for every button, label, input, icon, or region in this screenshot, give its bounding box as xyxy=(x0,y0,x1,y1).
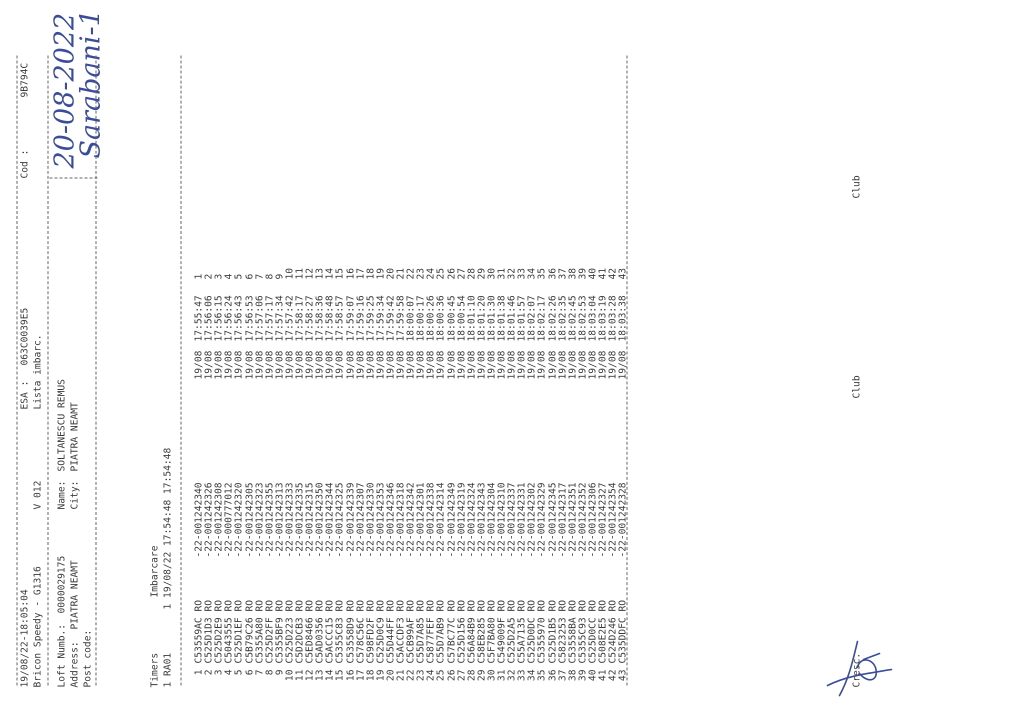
entry-seq: 16 xyxy=(345,267,356,280)
entry-date: 19/08 xyxy=(203,350,215,380)
entry-date: 19/08 xyxy=(254,350,266,380)
entry-chip: C525D1EF RO xyxy=(233,599,245,664)
entry-chip: C525D0CC RO xyxy=(587,599,599,664)
entry-number: 28 xyxy=(466,669,478,682)
imbarcare-label: Imbarcare xyxy=(149,545,161,598)
entry-date: 19/08 xyxy=(405,350,417,380)
entry-number: 35 xyxy=(536,669,548,682)
entry-time: 17:57:06 xyxy=(254,295,266,342)
entry-chip: C5355A80 RO xyxy=(254,599,266,664)
entry-number: 29 xyxy=(476,669,488,682)
entry-date: 19/08 xyxy=(213,350,225,380)
entry-seq: 26 xyxy=(446,267,457,280)
entry-date: 19/08 xyxy=(536,350,548,380)
entry-seq: 32 xyxy=(506,267,518,280)
entry-ring: -22-001242323 xyxy=(254,482,266,558)
owner-name: SOLTANESCU REMUS xyxy=(56,379,68,472)
address-label: Address: xyxy=(69,641,81,688)
entry-time: 18:02:53 xyxy=(577,295,589,342)
entry-time: 18:01:20 xyxy=(476,295,488,342)
entry-number: 42 xyxy=(607,669,619,682)
entry-number: 12 xyxy=(304,669,316,682)
entry-chip: C525D0DC RO xyxy=(526,599,538,664)
entry-seq: 35 xyxy=(536,267,548,280)
print-datetime: 19/08/22-18:05:04 xyxy=(19,589,31,688)
entry-seq: 20 xyxy=(385,267,397,280)
entry-time: 17:59:42 xyxy=(385,295,397,342)
entry-ring: -22-001242344 xyxy=(324,482,336,558)
entry-chip: C5ED8466 RO xyxy=(304,599,316,664)
entry-time: 18:02:07 xyxy=(526,295,538,342)
entry-chip: C5F7BA80 RO xyxy=(486,599,498,664)
entry-ring: -22-001242352 xyxy=(577,482,589,558)
entry-ring: -22-001242304 xyxy=(486,482,498,558)
entry-number: 11 xyxy=(294,669,306,682)
entry-time: 17:59:16 xyxy=(355,295,367,342)
cod-value: 9B794C xyxy=(19,62,31,98)
timer-times: 1 19/08/22 17:54:48 17:54:48 xyxy=(162,447,174,610)
entry-time: 18:02:17 xyxy=(536,295,548,342)
entry-seq: 2 xyxy=(203,273,215,280)
entry-seq: 13 xyxy=(314,267,326,280)
entry-time: 18:00:26 xyxy=(425,295,437,342)
entry-time: 17:59:34 xyxy=(375,295,387,342)
system-version: V 012 xyxy=(32,480,44,510)
entry-date: 19/08 xyxy=(415,350,427,380)
entry-seq: 29 xyxy=(476,267,488,280)
entry-time: 17:56:15 xyxy=(213,295,225,342)
entry-time: 17:56:06 xyxy=(203,295,215,342)
entry-number: 17 xyxy=(355,669,367,682)
entry-seq: 31 xyxy=(496,267,508,280)
entry-ring: -22-001242317 xyxy=(557,482,569,558)
entry-number: 1 xyxy=(193,669,205,676)
entry-ring: -22-001242315 xyxy=(304,482,316,558)
entry-number: 27 xyxy=(456,669,468,682)
entry-number: 10 xyxy=(284,669,296,682)
entry-date: 19/08 xyxy=(395,350,407,380)
entry-chip: C525D2A5 RO xyxy=(506,599,518,664)
entry-ring: -22-001242330 xyxy=(365,482,377,558)
address-value: PIATRA NEAMT xyxy=(69,560,81,630)
entry-time: 18:02:45 xyxy=(567,295,579,342)
entry-ring: -22-001242313 xyxy=(274,482,286,558)
entry-time: 18:02:35 xyxy=(557,295,569,342)
entry-date: 19/08 xyxy=(496,350,508,380)
entry-ring: -22-001242351 xyxy=(567,482,579,558)
entry-seq: 3 xyxy=(213,273,225,280)
entry-chip: C5355970 RO xyxy=(536,599,548,664)
entry-seq: 27 xyxy=(456,267,468,280)
entry-seq: 22 xyxy=(405,267,417,280)
list-title: Lista imbarc. xyxy=(32,334,44,410)
entry-number: 26 xyxy=(446,669,457,682)
entry-number: 14 xyxy=(324,669,336,682)
entry-chip: C5ACCC15 RO xyxy=(324,599,336,664)
entry-time: 17:59:25 xyxy=(365,295,377,342)
entry-date: 19/08 xyxy=(314,350,326,380)
entry-date: 19/08 xyxy=(557,350,569,380)
entry-chip: C58EB285 RO xyxy=(476,599,488,664)
entry-time: 18:00:07 xyxy=(405,295,417,342)
entry-ring: -22-001242306 xyxy=(587,482,599,558)
cresc-label: Cresc. xyxy=(851,652,863,688)
entry-number: 18 xyxy=(365,669,377,682)
entry-ring: -22-001242335 xyxy=(294,482,306,558)
entries-table xyxy=(0,1,1024,724)
entry-seq: 38 xyxy=(567,267,579,280)
entry-time: 18:01:30 xyxy=(486,295,498,342)
entry-time: 17:58:27 xyxy=(304,295,316,342)
entry-time: 18:03:04 xyxy=(587,295,599,342)
entry-ring: -22-001242329 xyxy=(536,482,548,558)
timer-id: 1 RA01 xyxy=(162,652,174,688)
entry-ring: -22-001242353 xyxy=(375,482,387,558)
entry-ring: -22-001242339 xyxy=(345,482,356,558)
entry-ring: -22-001242318 xyxy=(395,482,407,558)
entry-number: 39 xyxy=(577,669,589,682)
entry-number: 36 xyxy=(547,669,558,682)
entry-number: 8 xyxy=(264,669,276,676)
entry-seq: 21 xyxy=(395,267,407,280)
entry-date: 19/08 xyxy=(577,350,589,380)
entry-date: 19/08 xyxy=(456,350,468,380)
entry-ring: -22-001242354 xyxy=(607,482,619,558)
entry-number: 32 xyxy=(506,669,518,682)
city-value: PIATRA NEAMT xyxy=(69,402,81,472)
system-name: Bricon Speedy - G1316 xyxy=(32,566,44,688)
entry-number: 7 xyxy=(254,669,266,676)
entry-chip: C5355C83 RO xyxy=(334,599,346,664)
entry-ring: -22-001242328 xyxy=(617,482,629,558)
entry-ring: -22-001242346 xyxy=(385,482,397,558)
entry-date: 19/08 xyxy=(526,350,538,380)
cod-label: Cod : xyxy=(19,149,31,179)
entry-date: 19/08 xyxy=(304,350,316,380)
signature-mark xyxy=(820,634,900,704)
entry-seq: 39 xyxy=(577,267,589,280)
entry-time: 18:01:10 xyxy=(466,295,478,342)
name-label: Name: xyxy=(56,480,68,510)
entry-time: 18:02:26 xyxy=(547,295,558,342)
entry-seq: 23 xyxy=(415,267,427,280)
entry-ring: -22-001242308 xyxy=(213,482,225,558)
entry-date: 19/08 xyxy=(446,350,457,380)
entry-seq: 41 xyxy=(597,267,609,280)
entry-chip: C549009F RO xyxy=(496,599,508,664)
entry-date: 19/08 xyxy=(617,350,629,380)
entry-chip: C5B79C26 RO xyxy=(244,599,255,664)
entry-ring: -22-001242343 xyxy=(476,482,488,558)
entry-seq: 37 xyxy=(557,267,569,280)
club-label-1: Club xyxy=(851,375,863,399)
entry-date: 19/08 xyxy=(223,350,235,380)
entry-time: 18:03:19 xyxy=(597,295,609,342)
entry-time: 17:57:17 xyxy=(264,295,276,342)
entry-number: 9 xyxy=(274,669,286,676)
entry-date: 19/08 xyxy=(476,350,488,380)
entry-time: 17:56:43 xyxy=(233,295,245,342)
entry-number: 34 xyxy=(526,669,538,682)
entry-number: 15 xyxy=(334,669,346,682)
loft-number: 0000029175 xyxy=(56,555,68,614)
entry-ring: -22-001242337 xyxy=(506,482,518,558)
entry-time: 18:03:28 xyxy=(607,295,619,342)
entry-chip: C55D44FF RO xyxy=(385,599,397,664)
entry-ring: -22-001242307 xyxy=(355,482,367,558)
entry-chip: C5043555 RO xyxy=(223,599,235,664)
entry-date: 19/08 xyxy=(547,350,558,380)
entry-seq: 25 xyxy=(435,267,447,280)
entry-date: 19/08 xyxy=(375,350,387,380)
handwritten-place: Sarabani-1 xyxy=(75,9,107,159)
entry-date: 19/08 xyxy=(244,350,255,380)
entry-chip: C524D246 RO xyxy=(607,599,619,664)
entry-time: 18:03:38 xyxy=(617,295,629,342)
esa-value: 063C0039E5 xyxy=(19,307,31,366)
entry-seq: 28 xyxy=(466,267,478,280)
entry-number: 30 xyxy=(486,669,498,682)
entry-ring: -22-001242327 xyxy=(597,482,609,558)
esa-label: ESA : xyxy=(19,380,31,410)
entry-seq: 4 xyxy=(223,273,235,280)
entry-seq: 34 xyxy=(526,267,538,280)
post-code-label: Post code: xyxy=(82,629,94,688)
entry-chip: C525D223 RO xyxy=(284,599,296,664)
entry-seq: 5 xyxy=(233,273,245,280)
entry-date: 19/08 xyxy=(274,350,286,380)
entry-date: 19/08 xyxy=(365,350,377,380)
entry-number: 19 xyxy=(375,669,387,682)
entry-date: 19/08 xyxy=(284,350,296,380)
entry-chip: C5CB99AF RO xyxy=(405,599,417,664)
entry-number: 25 xyxy=(435,669,447,682)
entry-time: 17:59:58 xyxy=(395,295,407,342)
entry-chip: C525D2E9 RO xyxy=(213,599,225,664)
entry-seq: 1 xyxy=(193,273,205,280)
entry-ring: -22-001242319 xyxy=(456,482,468,558)
entry-ring: -22-001242331 xyxy=(516,482,528,558)
entry-seq: 9 xyxy=(274,273,286,280)
entry-chip: C525D0C9 RO xyxy=(375,599,387,664)
entry-ring: -22-001242345 xyxy=(547,482,558,558)
entry-chip: C525D2FF RO xyxy=(264,599,276,664)
entry-chip: C525D1D3 RO xyxy=(203,599,215,664)
entry-ring: -22-001242325 xyxy=(334,482,346,558)
entry-ring: -22-001242314 xyxy=(435,482,447,558)
entry-date: 19/08 xyxy=(516,350,528,380)
entry-number: 20 xyxy=(385,669,397,682)
entry-chip: C53559AC RO xyxy=(193,599,205,664)
entry-seq: 18 xyxy=(365,267,377,280)
entry-chip: C5823253 RO xyxy=(557,599,569,664)
entry-seq: 24 xyxy=(425,267,437,280)
entry-seq: 10 xyxy=(284,267,296,280)
entry-seq: 43 xyxy=(617,267,629,280)
entry-ring: -22-001242320 xyxy=(233,482,245,558)
city-label: City: xyxy=(69,480,81,510)
entry-number: 2 xyxy=(203,669,215,676)
timers-title: Timers xyxy=(149,652,161,688)
entry-ring: -22-001242340 xyxy=(193,482,205,558)
entry-chip: C55D7AB9 RO xyxy=(435,599,447,664)
entry-date: 19/08 xyxy=(324,350,336,380)
entry-date: 19/08 xyxy=(334,350,346,380)
entry-ring: -22-001242349 xyxy=(446,482,457,558)
entry-ring: -22-001242338 xyxy=(425,482,437,558)
entry-seq: 14 xyxy=(324,267,336,280)
entry-chip: C5ACCDF3 RO xyxy=(395,599,407,664)
entry-date: 19/08 xyxy=(597,350,609,380)
entry-number: 21 xyxy=(395,669,407,682)
entry-number: 43 xyxy=(617,669,629,682)
entry-number: 33 xyxy=(516,669,528,682)
entry-seq: 8 xyxy=(264,273,276,280)
entry-time: 18:01:57 xyxy=(516,295,528,342)
entry-seq: 36 xyxy=(547,267,558,280)
entry-time: 18:00:45 xyxy=(446,295,457,342)
entry-date: 19/08 xyxy=(587,350,599,380)
entry-ring: -22-001242310 xyxy=(496,482,508,558)
entry-number: 23 xyxy=(415,669,427,682)
entry-ring: -22-001242342 xyxy=(405,482,417,558)
entry-chip: C53558D9 RO xyxy=(345,599,356,664)
entry-date: 19/08 xyxy=(345,350,356,380)
entry-time: 18:00:17 xyxy=(415,295,427,342)
entry-number: 3 xyxy=(213,669,225,676)
entry-time: 17:56:53 xyxy=(244,295,255,342)
entry-chip: C53558BA RO xyxy=(567,599,579,664)
entry-seq: 30 xyxy=(486,267,498,280)
table-bottom-divider xyxy=(627,56,628,686)
entry-time: 17:58:36 xyxy=(314,295,326,342)
entry-date: 19/08 xyxy=(435,350,447,380)
entry-time: 17:57:34 xyxy=(274,295,286,342)
entry-date: 19/08 xyxy=(294,350,306,380)
entry-seq: 40 xyxy=(587,267,599,280)
entry-seq: 42 xyxy=(607,267,619,280)
entry-number: 40 xyxy=(587,669,599,682)
club-label-2: Club xyxy=(851,175,863,199)
entry-ring: -22-001242326 xyxy=(203,482,215,558)
entry-seq: 12 xyxy=(304,267,316,280)
entry-number: 37 xyxy=(557,669,569,682)
entry-number: 5 xyxy=(233,669,245,676)
entry-date: 19/08 xyxy=(233,350,245,380)
entry-number: 13 xyxy=(314,669,326,682)
entry-seq: 33 xyxy=(516,267,528,280)
entry-chip: C578C56C RO xyxy=(355,599,367,664)
entry-chip: C525D156 RO xyxy=(456,599,468,664)
entry-chip: C508E2E5 RO xyxy=(597,599,609,664)
entry-time: 17:58:57 xyxy=(334,295,346,342)
entry-number: 24 xyxy=(425,669,437,682)
entry-time: 18:00:54 xyxy=(456,295,468,342)
entry-ring: -22-001242302 xyxy=(526,482,538,558)
entry-time: 17:58:17 xyxy=(294,295,306,342)
entry-number: 6 xyxy=(244,669,255,676)
entry-date: 19/08 xyxy=(264,350,276,380)
entry-chip: C535DDFC RO xyxy=(617,599,629,664)
entry-ring: -22-001242333 xyxy=(284,482,296,558)
entry-chip: C5D2DCB3 RO xyxy=(294,599,306,664)
entry-time: 17:59:07 xyxy=(345,295,356,342)
entry-chip: C55D7A85 RO xyxy=(415,599,427,664)
entry-date: 19/08 xyxy=(385,350,397,380)
entry-ring: -22-001242324 xyxy=(466,482,478,558)
entry-ring: -22-001242301 xyxy=(415,482,427,558)
entry-seq: 19 xyxy=(375,267,387,280)
entry-time: 17:58:48 xyxy=(324,295,336,342)
entry-number: 4 xyxy=(223,669,235,676)
entry-date: 19/08 xyxy=(193,350,205,380)
entry-seq: 17 xyxy=(355,267,367,280)
entry-chip: C55A7135 RO xyxy=(516,599,528,664)
entry-chip: C5AD0356 RO xyxy=(314,599,326,664)
entry-seq: 11 xyxy=(294,267,306,280)
entry-date: 19/08 xyxy=(506,350,518,380)
entry-ring: -22-001242305 xyxy=(244,482,255,558)
entry-number: 31 xyxy=(496,669,508,682)
entry-date: 19/08 xyxy=(466,350,478,380)
loft-number-label: Loft Numb.: xyxy=(56,623,68,688)
handwritten-date: 20-08-2022 xyxy=(49,12,81,169)
entry-date: 19/08 xyxy=(486,350,498,380)
entry-time: 17:57:42 xyxy=(284,295,296,342)
entry-ring: -22-001242355 xyxy=(264,482,276,558)
entry-time: 18:01:46 xyxy=(506,295,518,342)
entry-date: 19/08 xyxy=(607,350,619,380)
entry-seq: 15 xyxy=(334,267,346,280)
entry-date: 19/08 xyxy=(567,350,579,380)
entry-seq: 6 xyxy=(244,273,255,280)
entry-chip: C57BC77C RO xyxy=(446,599,457,664)
entry-number: 22 xyxy=(405,669,417,682)
entry-time: 17:56:24 xyxy=(223,295,235,342)
entry-chip: C56A84B9 RO xyxy=(466,599,478,664)
entry-ring: -22-001242350 xyxy=(314,482,326,558)
entry-date: 19/08 xyxy=(425,350,437,380)
entry-chip: C5877FEF RO xyxy=(425,599,437,664)
entry-seq: 7 xyxy=(254,273,266,280)
entry-chip: C598FD2F RO xyxy=(365,599,377,664)
entry-time: 18:00:36 xyxy=(435,295,447,342)
entry-number: 16 xyxy=(345,669,356,682)
entry-chip: C5355BF9 RO xyxy=(274,599,286,664)
entry-date: 19/08 xyxy=(355,350,367,380)
entry-time: 17:55:47 xyxy=(193,295,205,342)
entry-ring: -22-000777012 xyxy=(223,482,235,558)
entry-number: 38 xyxy=(567,669,579,682)
entry-number: 41 xyxy=(597,669,609,682)
entry-chip: C5355C93 RO xyxy=(577,599,589,664)
entry-chip: C525D1B5 RO xyxy=(547,599,558,664)
boarding-list-page xyxy=(0,1,1024,724)
entry-time: 18:01:38 xyxy=(496,295,508,342)
